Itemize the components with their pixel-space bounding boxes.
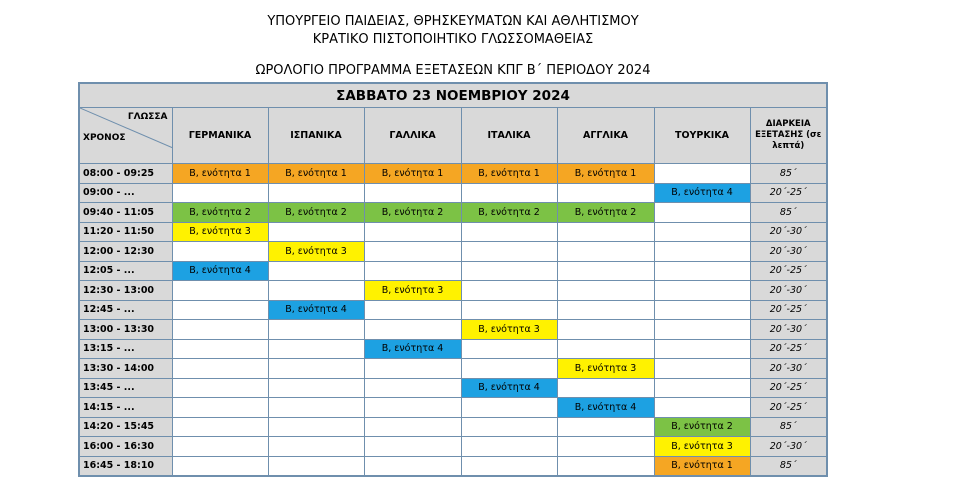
exam-slot-cell: Β, ενότητα 3: [654, 437, 750, 457]
empty-slot-cell: [268, 261, 364, 281]
schedule-heading: ΩΡΟΛΟΓΙΟ ΠΡΟΓΡΑΜΜΑ ΕΞΕΤΑΣΕΩΝ ΚΠΓ Β΄ ΠΕΡΙΟΔΟΥ 2024: [255, 63, 651, 78]
duration-cell: 85΄: [750, 203, 827, 223]
empty-slot-cell: [268, 339, 364, 359]
exam-slot-cell: Β, ενότητα 2: [172, 203, 268, 223]
duration-cell: 20΄-25΄: [750, 378, 827, 398]
time-slot-cell: 12:00 - 12:30: [79, 242, 172, 262]
exam-slot-cell: Β, ενότητα 3: [268, 242, 364, 262]
empty-slot-cell: [461, 281, 557, 301]
empty-slot-cell: [461, 300, 557, 320]
empty-slot-cell: [268, 320, 364, 340]
exam-slot-cell: Β, ενότητα 3: [172, 222, 268, 242]
time-slot-cell: 11:20 - 11:50: [79, 222, 172, 242]
empty-slot-cell: [172, 437, 268, 457]
time-slot-cell: 13:30 - 14:00: [79, 359, 172, 379]
exam-slot-cell: Β, ενότητα 2: [268, 203, 364, 223]
exam-slot-cell: Β, ενότητα 4: [654, 183, 750, 203]
duration-cell: 20΄-25΄: [750, 300, 827, 320]
time-slot-cell: 16:45 - 18:10: [79, 456, 172, 476]
empty-slot-cell: [654, 320, 750, 340]
empty-slot-cell: [364, 437, 461, 457]
exam-slot-cell: Β, ενότητα 4: [172, 261, 268, 281]
empty-slot-cell: [461, 183, 557, 203]
time-slot-cell: 12:45 - ...: [79, 300, 172, 320]
exam-slot-cell: Β, ενότητα 4: [364, 339, 461, 359]
empty-slot-cell: [557, 281, 654, 301]
empty-slot-cell: [557, 300, 654, 320]
empty-slot-cell: [172, 378, 268, 398]
table-row: [79, 183, 827, 203]
empty-slot-cell: [268, 281, 364, 301]
empty-slot-cell: [172, 359, 268, 379]
empty-slot-cell: [654, 300, 750, 320]
empty-slot-cell: [268, 222, 364, 242]
corner-header-cell: [79, 108, 172, 164]
empty-slot-cell: [364, 359, 461, 379]
language-header: ΤΟΥΡΚΙΚΑ: [654, 108, 750, 164]
empty-slot-cell: [461, 398, 557, 418]
empty-slot-cell: [268, 417, 364, 437]
exam-schedule-table: [78, 82, 828, 477]
duration-cell: 20΄-30΄: [750, 222, 827, 242]
empty-slot-cell: [268, 456, 364, 476]
table-row: [79, 456, 827, 476]
exam-slot-cell: Β, ενότητα 3: [461, 320, 557, 340]
empty-slot-cell: [172, 339, 268, 359]
exam-slot-cell: Β, ενότητα 1: [172, 164, 268, 184]
exam-slot-cell: Β, ενότητα 3: [557, 359, 654, 379]
empty-slot-cell: [654, 281, 750, 301]
empty-slot-cell: [364, 320, 461, 340]
schedule-body: [79, 164, 827, 477]
empty-slot-cell: [557, 222, 654, 242]
duration-header: ΔΙΑΡΚΕΙΑ ΕΞΕΤΑΣΗΣ (σε λεπτά): [750, 108, 827, 164]
empty-slot-cell: [364, 300, 461, 320]
duration-cell: 20΄-25΄: [750, 398, 827, 418]
corner-language-label: ΓΛΩΣΣΑ: [127, 112, 168, 122]
time-slot-cell: 09:40 - 11:05: [79, 203, 172, 223]
exam-slot-cell: Β, ενότητα 3: [364, 281, 461, 301]
table-row: [79, 261, 827, 281]
time-slot-cell: 08:00 - 09:25: [79, 164, 172, 184]
duration-cell: 85΄: [750, 456, 827, 476]
time-slot-cell: 14:20 - 15:45: [79, 417, 172, 437]
time-slot-cell: 09:00 - ...: [79, 183, 172, 203]
empty-slot-cell: [654, 164, 750, 184]
time-slot-cell: 12:05 - ...: [79, 261, 172, 281]
language-header: ΙΣΠΑΝΙΚΑ: [268, 108, 364, 164]
empty-slot-cell: [557, 417, 654, 437]
empty-slot-cell: [654, 339, 750, 359]
exam-slot-cell: Β, ενότητα 2: [461, 203, 557, 223]
empty-slot-cell: [172, 281, 268, 301]
exam-slot-cell: Β, ενότητα 2: [654, 417, 750, 437]
empty-slot-cell: [557, 242, 654, 262]
empty-slot-cell: [557, 183, 654, 203]
empty-slot-cell: [364, 417, 461, 437]
table-row: [79, 222, 827, 242]
duration-cell: 20΄-25΄: [750, 183, 827, 203]
duration-cell: 85΄: [750, 417, 827, 437]
empty-slot-cell: [268, 183, 364, 203]
empty-slot-cell: [172, 242, 268, 262]
ministry-heading: ΥΠΟΥΡΓΕΙΟ ΠΑΙΔΕΙΑΣ, ΘΡΗΣΚΕΥΜΑΤΩΝ ΚΑΙ ΑΘΛΗΤΙΣΜΟΥ: [267, 14, 639, 29]
duration-cell: 20΄-30΄: [750, 359, 827, 379]
time-slot-cell: 12:30 - 13:00: [79, 281, 172, 301]
table-row: [79, 281, 827, 301]
exam-slot-cell: Β, ενότητα 2: [364, 203, 461, 223]
duration-cell: 20΄-25΄: [750, 339, 827, 359]
empty-slot-cell: [461, 339, 557, 359]
certificate-heading: ΚΡΑΤΙΚΟ ΠΙΣΤΟΠΟΙΗΤΙΚΟ ΓΛΩΣΣΟΜΑΘΕΙΑΣ: [312, 32, 594, 47]
time-slot-cell: 16:00 - 16:30: [79, 437, 172, 457]
empty-slot-cell: [268, 359, 364, 379]
time-slot-cell: 13:45 - ...: [79, 378, 172, 398]
language-header: ΓΕΡΜΑΝΙΚΑ: [172, 108, 268, 164]
time-slot-cell: 14:15 - ...: [79, 398, 172, 418]
empty-slot-cell: [557, 339, 654, 359]
table-row: [79, 378, 827, 398]
empty-slot-cell: [557, 437, 654, 457]
duration-cell: 20΄-30΄: [750, 320, 827, 340]
empty-slot-cell: [364, 222, 461, 242]
corner-time-label: ΧΡΟΝΟΣ: [83, 133, 126, 143]
empty-slot-cell: [654, 359, 750, 379]
table-row: [79, 320, 827, 340]
empty-slot-cell: [654, 222, 750, 242]
exam-slot-cell: Β, ενότητα 1: [654, 456, 750, 476]
language-header: ΓΑΛΛΙΚΑ: [364, 108, 461, 164]
empty-slot-cell: [268, 378, 364, 398]
empty-slot-cell: [364, 398, 461, 418]
time-slot-cell: 13:15 - ...: [79, 339, 172, 359]
empty-slot-cell: [557, 378, 654, 398]
empty-slot-cell: [364, 261, 461, 281]
empty-slot-cell: [172, 183, 268, 203]
table-row: [79, 339, 827, 359]
table-row: [79, 242, 827, 262]
empty-slot-cell: [461, 417, 557, 437]
language-header: ΙΤΑΛΙΚΑ: [461, 108, 557, 164]
header-row: [79, 108, 827, 164]
language-header: ΑΓΓΛΙΚΑ: [557, 108, 654, 164]
exam-slot-cell: Β, ενότητα 4: [268, 300, 364, 320]
duration-cell: 20΄-30΄: [750, 281, 827, 301]
exam-slot-cell: Β, ενότητα 4: [557, 398, 654, 418]
table-row: [79, 359, 827, 379]
empty-slot-cell: [461, 456, 557, 476]
exam-slot-cell: Β, ενότητα 4: [461, 378, 557, 398]
date-title: ΣΑΒΒΑΤΟ 23 ΝΟΕΜΒΡΙΟΥ 2024: [79, 83, 827, 108]
exam-slot-cell: Β, ενότητα 1: [461, 164, 557, 184]
empty-slot-cell: [268, 437, 364, 457]
empty-slot-cell: [172, 300, 268, 320]
empty-slot-cell: [364, 183, 461, 203]
empty-slot-cell: [268, 398, 364, 418]
exam-slot-cell: Β, ενότητα 1: [364, 164, 461, 184]
table-row: [79, 417, 827, 437]
empty-slot-cell: [654, 261, 750, 281]
duration-cell: 85΄: [750, 164, 827, 184]
table-row: [79, 164, 827, 184]
empty-slot-cell: [172, 320, 268, 340]
empty-slot-cell: [172, 398, 268, 418]
empty-slot-cell: [654, 203, 750, 223]
empty-slot-cell: [461, 359, 557, 379]
empty-slot-cell: [364, 456, 461, 476]
empty-slot-cell: [172, 417, 268, 437]
empty-slot-cell: [364, 242, 461, 262]
table-row: [79, 300, 827, 320]
time-slot-cell: 13:00 - 13:30: [79, 320, 172, 340]
empty-slot-cell: [654, 398, 750, 418]
empty-slot-cell: [461, 242, 557, 262]
exam-slot-cell: Β, ενότητα 2: [557, 203, 654, 223]
empty-slot-cell: [364, 378, 461, 398]
empty-slot-cell: [557, 456, 654, 476]
duration-cell: 20΄-25΄: [750, 261, 827, 281]
exam-slot-cell: Β, ενότητα 1: [557, 164, 654, 184]
empty-slot-cell: [654, 378, 750, 398]
duration-cell: 20΄-30΄: [750, 437, 827, 457]
table-row: [79, 203, 827, 223]
empty-slot-cell: [461, 261, 557, 281]
table-row: [79, 437, 827, 457]
duration-cell: 20΄-30΄: [750, 242, 827, 262]
empty-slot-cell: [557, 261, 654, 281]
empty-slot-cell: [654, 242, 750, 262]
empty-slot-cell: [461, 222, 557, 242]
empty-slot-cell: [172, 456, 268, 476]
exam-slot-cell: Β, ενότητα 1: [268, 164, 364, 184]
empty-slot-cell: [461, 437, 557, 457]
empty-slot-cell: [557, 320, 654, 340]
table-row: [79, 398, 827, 418]
